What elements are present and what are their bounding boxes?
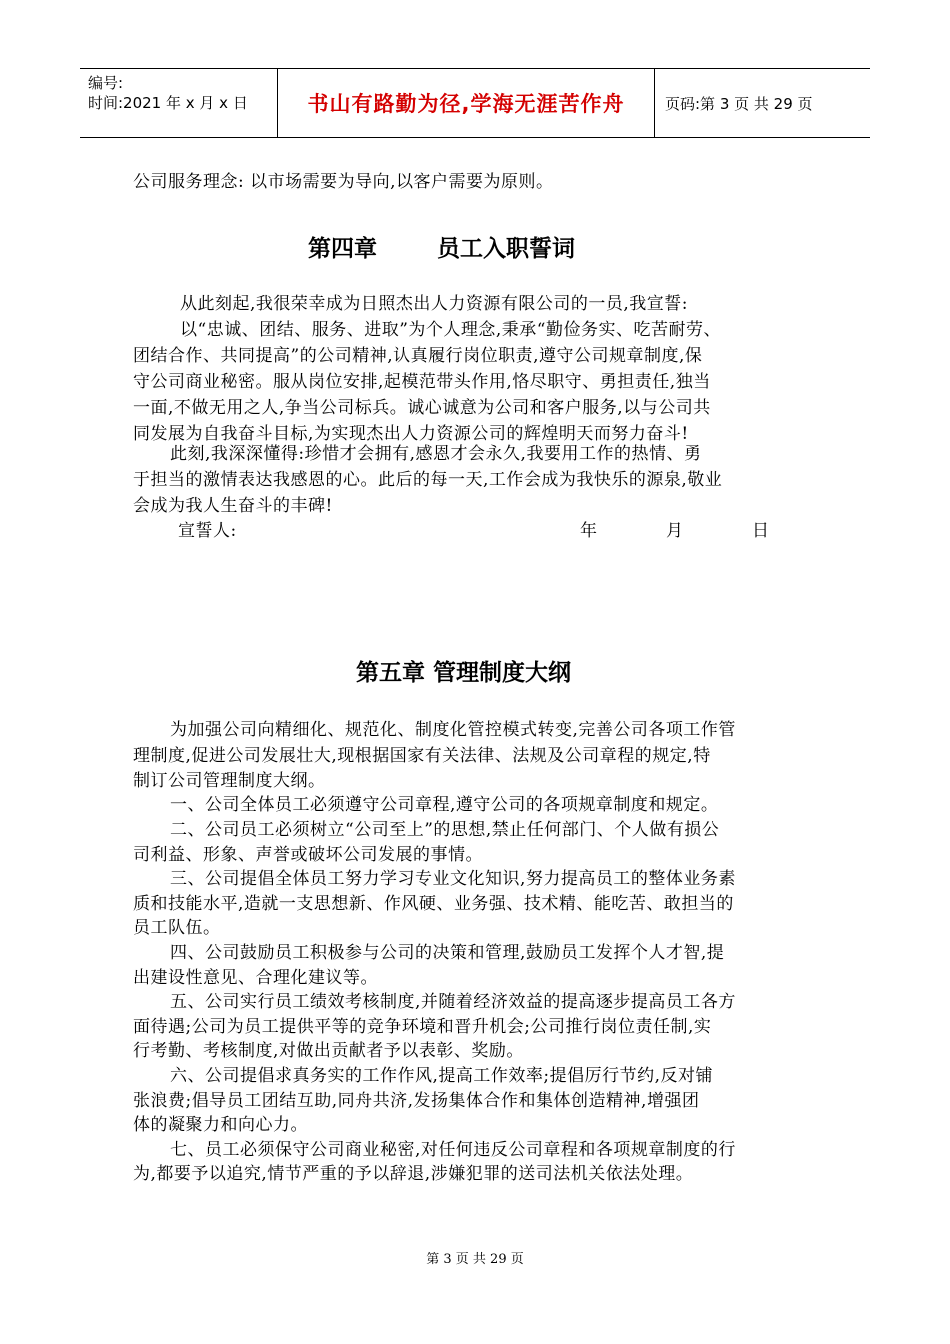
ch5-line: 理制度,促进公司发展壮大,现根据国家有关法律、法规及公司章程的规定,特 [133,746,711,766]
ch5-line: 二、公司员工必须树立“公司至上”的思想,禁止任何部门、个人做有损公 [170,820,720,840]
header-page-info: 页码:第 3 页 共 29 页 [665,94,813,113]
month-label: 月 [666,521,684,541]
chapter5-title: 第五章 管理制度大纲 [356,660,572,686]
ch5-line: 五、公司实行员工绩效考核制度,并随着经济效益的提高逐步提高员工各方 [170,992,736,1012]
ch5-line: 为,都要予以追究,情节严重的予以辞退,涉嫌犯罪的送司法机关依法处理。 [133,1164,694,1184]
chapter4-subtitle: 员工入职誓词 [437,236,575,262]
ch5-line: 六、公司提倡求真务实的工作作风,提高工作效率;提倡厉行节约,反对铺 [170,1066,714,1086]
ch5-line: 司利益、形象、声誉或破坏公司发展的事情。 [133,845,483,865]
ch5-line: 为加强公司向精细化、规范化、制度化管控模式转变,完善公司各项工作管 [170,720,736,740]
chapter4-title: 第四章 [308,236,377,262]
ch5-line: 三、公司提倡全体员工努力学习专业文化知识,努力提高员工的整体业务素 [170,869,736,889]
ch4-line: 以“忠诚、团结、服务、进取”为个人理念,秉承“勤俭务实、吃苦耐劳、 [180,320,721,340]
ch4-line: 守公司商业秘密。服从岗位安排,起模范带头作用,恪尽职守、勇担责任,独当 [133,372,711,392]
page-header [80,68,870,138]
year-label: 年 [580,521,598,541]
ch5-line: 面待遇;公司为员工提供平等的竞争环境和晋升机会;公司推行岗位责任制,实 [133,1017,712,1037]
ch5-line: 一、公司全体员工必须遵守公司章程,遵守公司的各项规章制度和规定。 [170,795,719,815]
ch4-line: 一面,不做无用之人,争当公司标兵。诚心诚意为公司和客户服务,以与公司共 [133,398,711,418]
ch4-line: 团结合作、共同提高”的公司精神,认真履行岗位职责,遵守公司规章制度,保 [133,346,703,366]
ch5-line: 体的凝聚力和向心力。 [133,1115,308,1135]
ch5-line: 出建设性意见、合理化建议等。 [133,968,378,988]
ch5-line: 制订公司管理制度大纲。 [133,771,326,791]
ch4-line: 于担当的激情表达我感恩的心。此后的每一天,工作会成为我快乐的源泉,敬业 [133,470,723,490]
ch4-line: 会成为我人生奋斗的丰碑! [133,496,333,516]
page-footer: 第 3 页 共 29 页 [426,1252,524,1267]
ch5-line: 员工队伍。 [133,918,221,938]
ch5-line: 质和技能水平,造就一支思想新、作风硬、业务强、技术精、能吃苦、敢担当的 [133,894,734,914]
pledger-label: 宣誓人: [178,521,237,541]
header-motto: 书山有路勤为径,学海无涯苦作舟 [278,69,655,137]
service-concept: 公司服务理念: 以市场需要为导向,以客户需要为原则。 [133,172,554,192]
ch5-line: 七、员工必须保守公司商业秘密,对任何违反公司章程和各项规章制度的行 [170,1140,736,1160]
ch5-line: 行考勤、考核制度,对做出贡献者予以表彰、奖励。 [133,1041,524,1061]
header-meta [80,69,278,137]
ch4-line: 从此刻起,我很荣幸成为日照杰出人力资源有限公司的一员,我宣誓: [180,294,689,314]
ch5-line: 张浪费;倡导员工团结互助,同舟共济,发扬集体合作和集体创造精神,增强团 [133,1091,700,1111]
number-label: 编号: [88,74,124,92]
ch4-line: 此刻,我深深懂得:珍惜才会拥有,感恩才会永久,我要用工作的热情、勇 [170,444,702,464]
ch5-line: 四、公司鼓励员工积极参与公司的决策和管理,鼓励员工发挥个人才智,提 [170,943,725,963]
time-label: 时间:2021 年 x 月 x 日 [88,94,248,112]
ch4-line: 同发展为自我奋斗目标,为实现杰出人力资源公司的辉煌明天而努力奋斗! [133,424,689,444]
day-label: 日 [752,521,770,541]
